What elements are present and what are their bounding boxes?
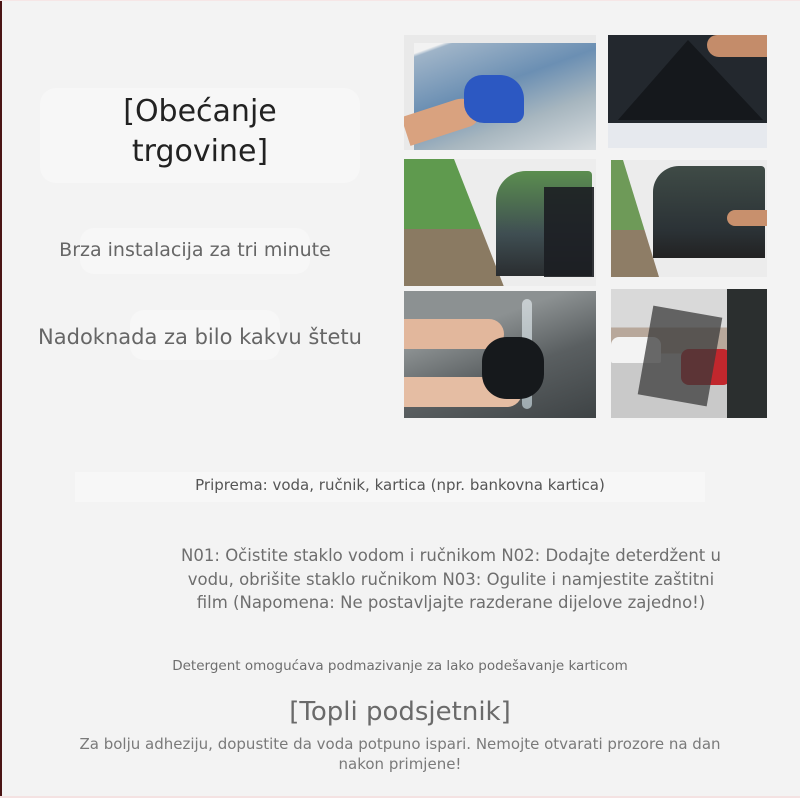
photo-applying-film [404, 159, 596, 286]
reminder-title: [Topli podsjetnik] [289, 697, 511, 727]
installation-steps: N01: Očistite staklo vodom i ručnikom N02: Dodajte deterdžent u vodu, obrišite staklo ručnikom N03: Ogulite i namjestite zaštitni film (Napomena: Ne postavljajte razderane dijelove zajedno!) [181, 546, 721, 612]
top-border [0, 0, 800, 1]
feature-quick-install: Brza instalacija za tri minute [59, 239, 331, 261]
promise-title: [Obećanje trgovine] [123, 94, 277, 169]
photo-holding-film [611, 289, 767, 418]
detergent-note: Detergent omogućava podmazivanje za lako podešavanje karticom [172, 658, 628, 674]
photo-rinsing-film [404, 291, 596, 418]
reminder-text: Za bolju adheziju, dopustite da voda potpuno ispari. Nemojte otvarati prozore na dan nakon primjene! [79, 735, 721, 773]
feature-damage-compensation: Nadoknada za bilo kakvu štetu [38, 325, 362, 349]
photo-smoothing-film [611, 160, 767, 277]
left-border [0, 0, 2, 798]
preparation-text: Priprema: voda, ručnik, kartica (npr. bankovna kartica) [195, 476, 605, 494]
photo-wiping-glass [404, 35, 596, 150]
photo-peeling-film [608, 35, 767, 148]
